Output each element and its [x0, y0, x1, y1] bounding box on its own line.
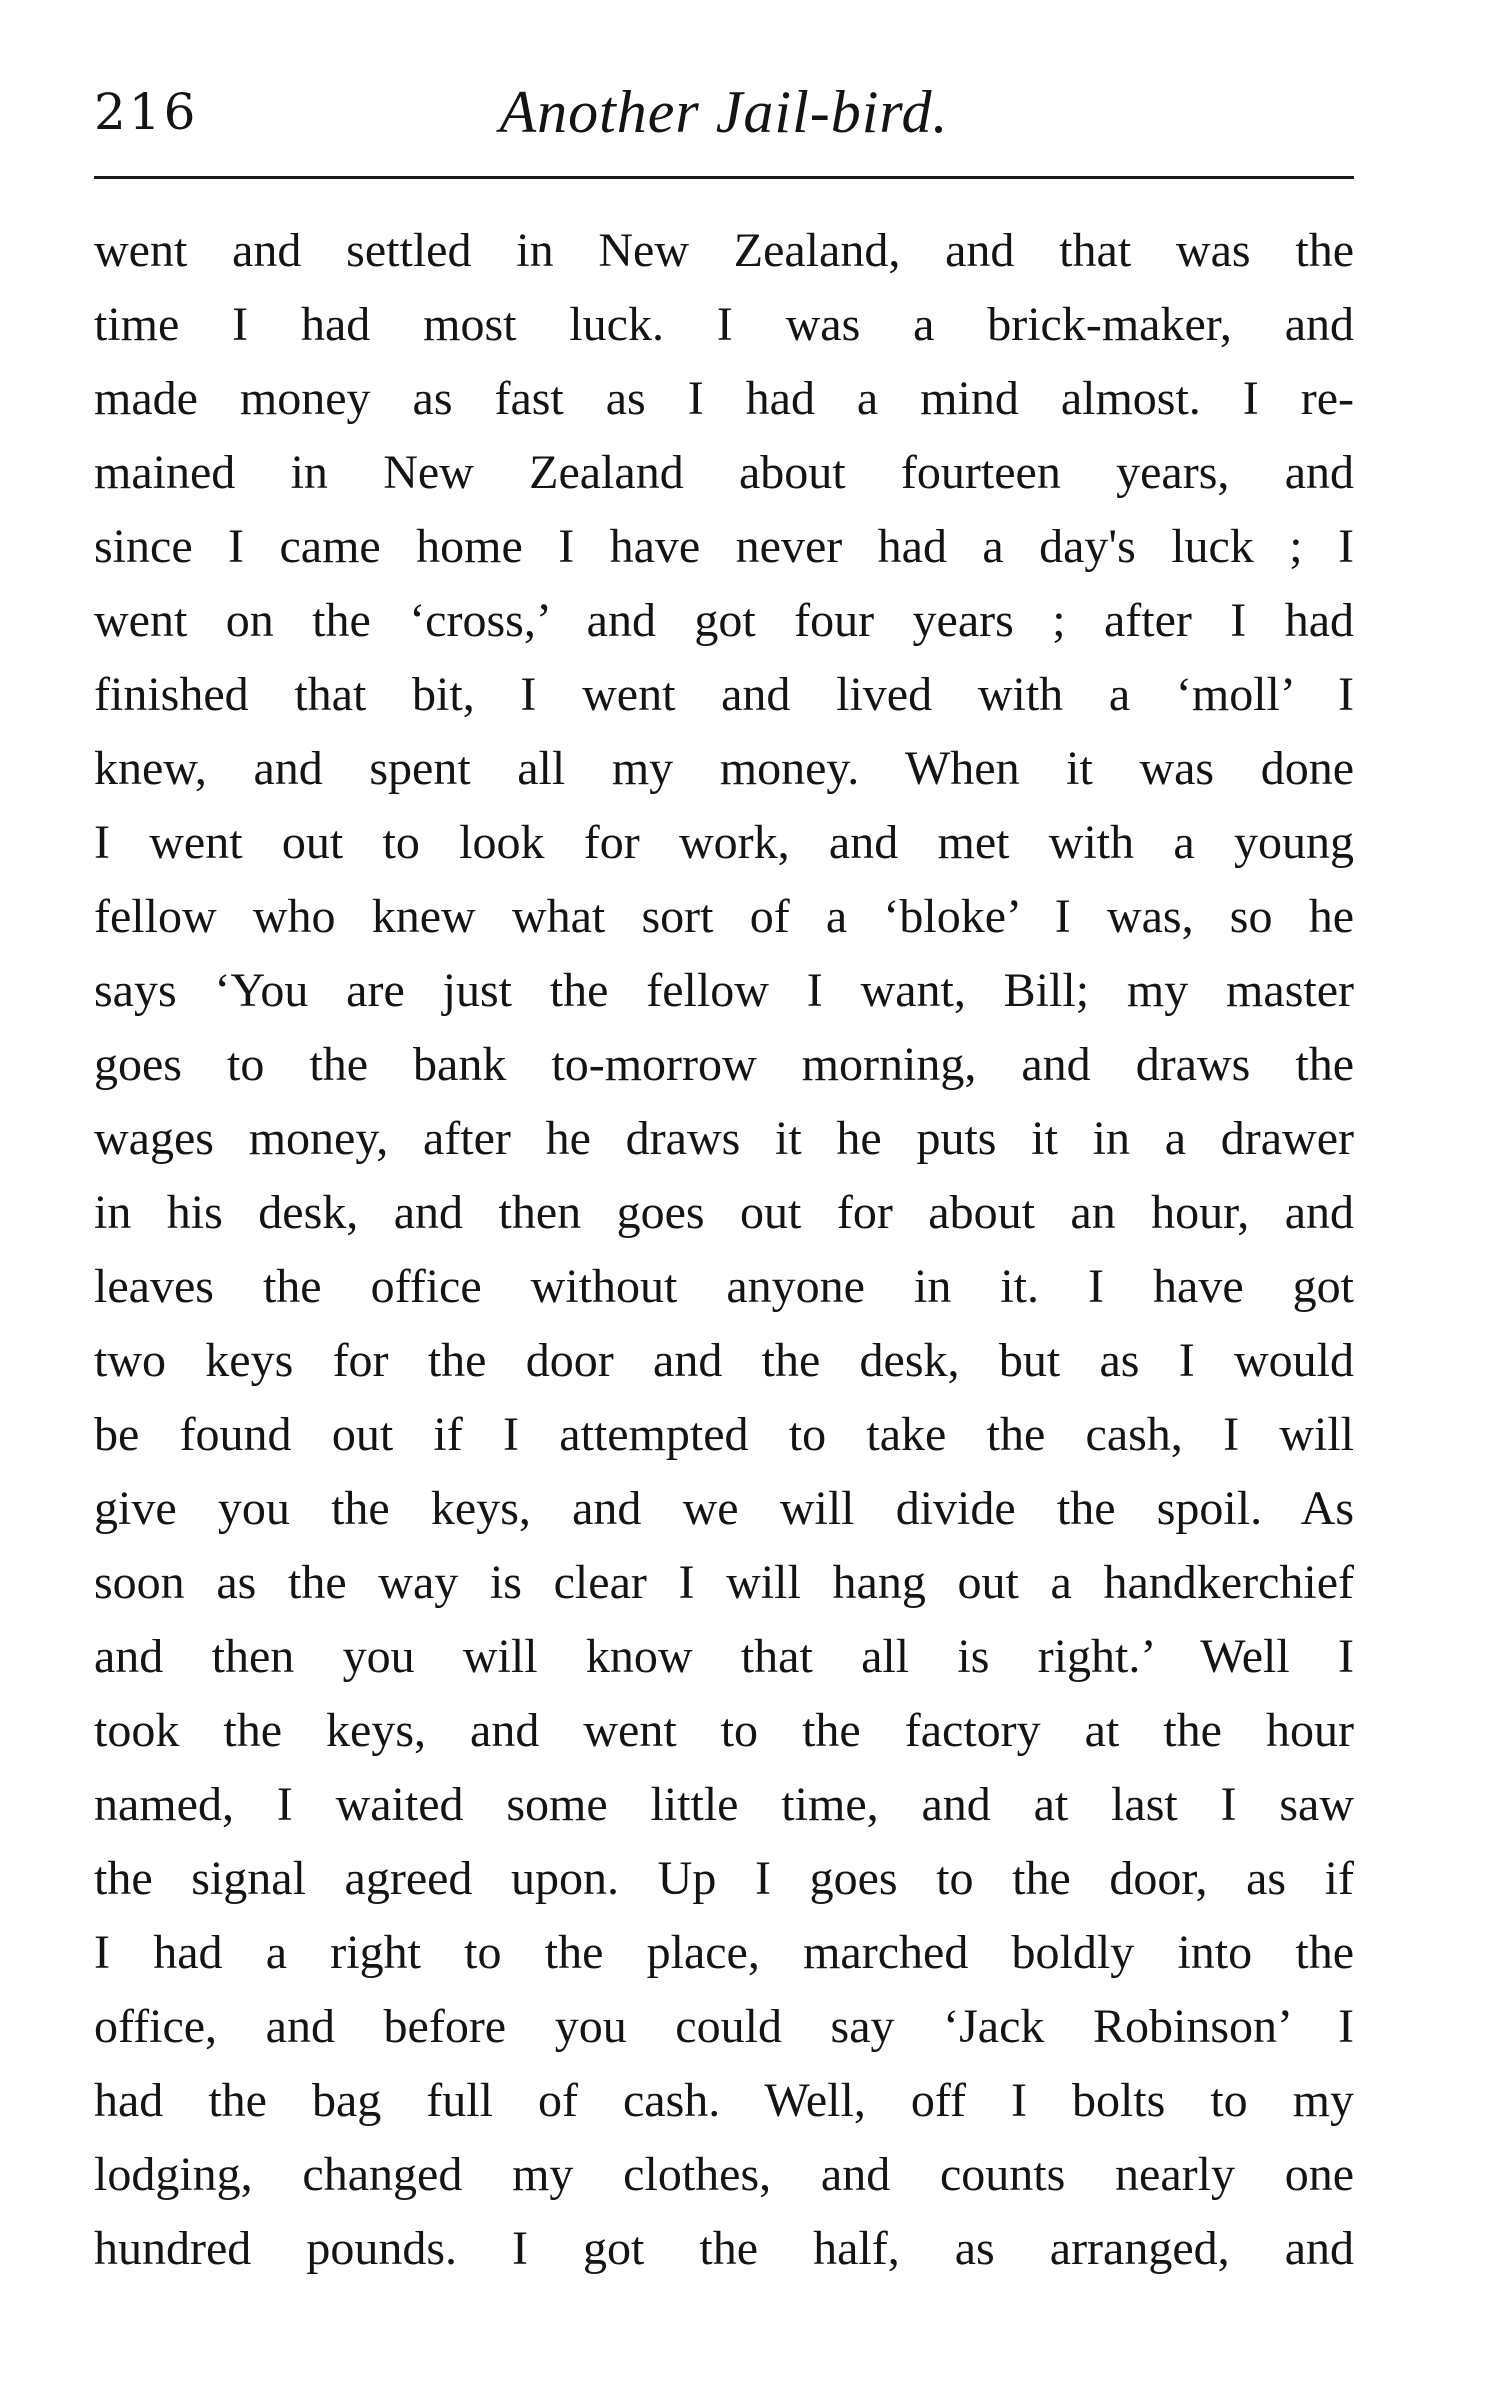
- text-line: and then you will know that all is right.’ Well I: [94, 1630, 1354, 1683]
- text-line: mained in New Zealand about fourteen years, and: [94, 446, 1354, 499]
- text-line: wages money, after he draws it he puts it in a drawer: [94, 1112, 1354, 1165]
- text-line: time I had most luck. I was a brick-maker, and: [94, 298, 1354, 351]
- text-line: leaves the office without anyone in it. I have got: [94, 1260, 1354, 1313]
- text-line: knew, and spent all my money. When it was done: [94, 742, 1354, 795]
- header-rule: [94, 176, 1354, 179]
- text-line: went on the ‘cross,’ and got four years ; after I had: [94, 594, 1354, 647]
- text-line: two keys for the door and the desk, but as I would: [94, 1334, 1354, 1387]
- text-line: I went out to look for work, and met with a young: [94, 816, 1354, 869]
- text-line: had the bag full of cash. Well, off I bolts to my: [94, 2074, 1354, 2127]
- text-line: be found out if I attempted to take the cash, I will: [94, 1408, 1354, 1461]
- running-title: Another Jail-bird.: [499, 79, 949, 145]
- text-line: says ‘You are just the fellow I want, Bill; my master: [94, 964, 1354, 1017]
- text-line: goes to the bank to-morrow morning, and draws the: [94, 1038, 1354, 1091]
- text-line: hundred pounds. I got the half, as arranged, and: [94, 2222, 1354, 2275]
- text-line: soon as the way is clear I will hang out a handkerchief: [94, 1556, 1354, 1609]
- running-head: [94, 72, 1354, 152]
- text-line: since I came home I have never had a day's luck ; I: [94, 520, 1354, 573]
- text-line: made money as fast as I had a mind almost. I re-: [94, 372, 1354, 425]
- text-line: in his desk, and then goes out for about an hour, and: [94, 1186, 1354, 1239]
- text-line: fellow who knew what sort of a ‘bloke’ I was, so he: [94, 890, 1354, 943]
- text-line: I had a right to the place, marched boldly into the: [94, 1926, 1354, 1979]
- text-line: office, and before you could say ‘Jack Robinson’ I: [94, 2000, 1354, 2053]
- text-line: lodging, changed my clothes, and counts nearly one: [94, 2148, 1354, 2201]
- text-line: took the keys, and went to the factory at the hour: [94, 1704, 1354, 1757]
- text-line: went and settled in New Zealand, and that was the: [94, 224, 1354, 277]
- text-line: the signal agreed upon. Up I goes to the door, as if: [94, 1852, 1354, 1905]
- body-text: [94, 214, 1354, 2286]
- text-line: finished that bit, I went and lived with a ‘moll’ I: [94, 668, 1354, 721]
- text-line: named, I waited some little time, and at last I saw: [94, 1778, 1354, 1831]
- page-number: 216: [94, 83, 199, 141]
- text-line: give you the keys, and we will divide the spoil. As: [94, 1482, 1354, 1535]
